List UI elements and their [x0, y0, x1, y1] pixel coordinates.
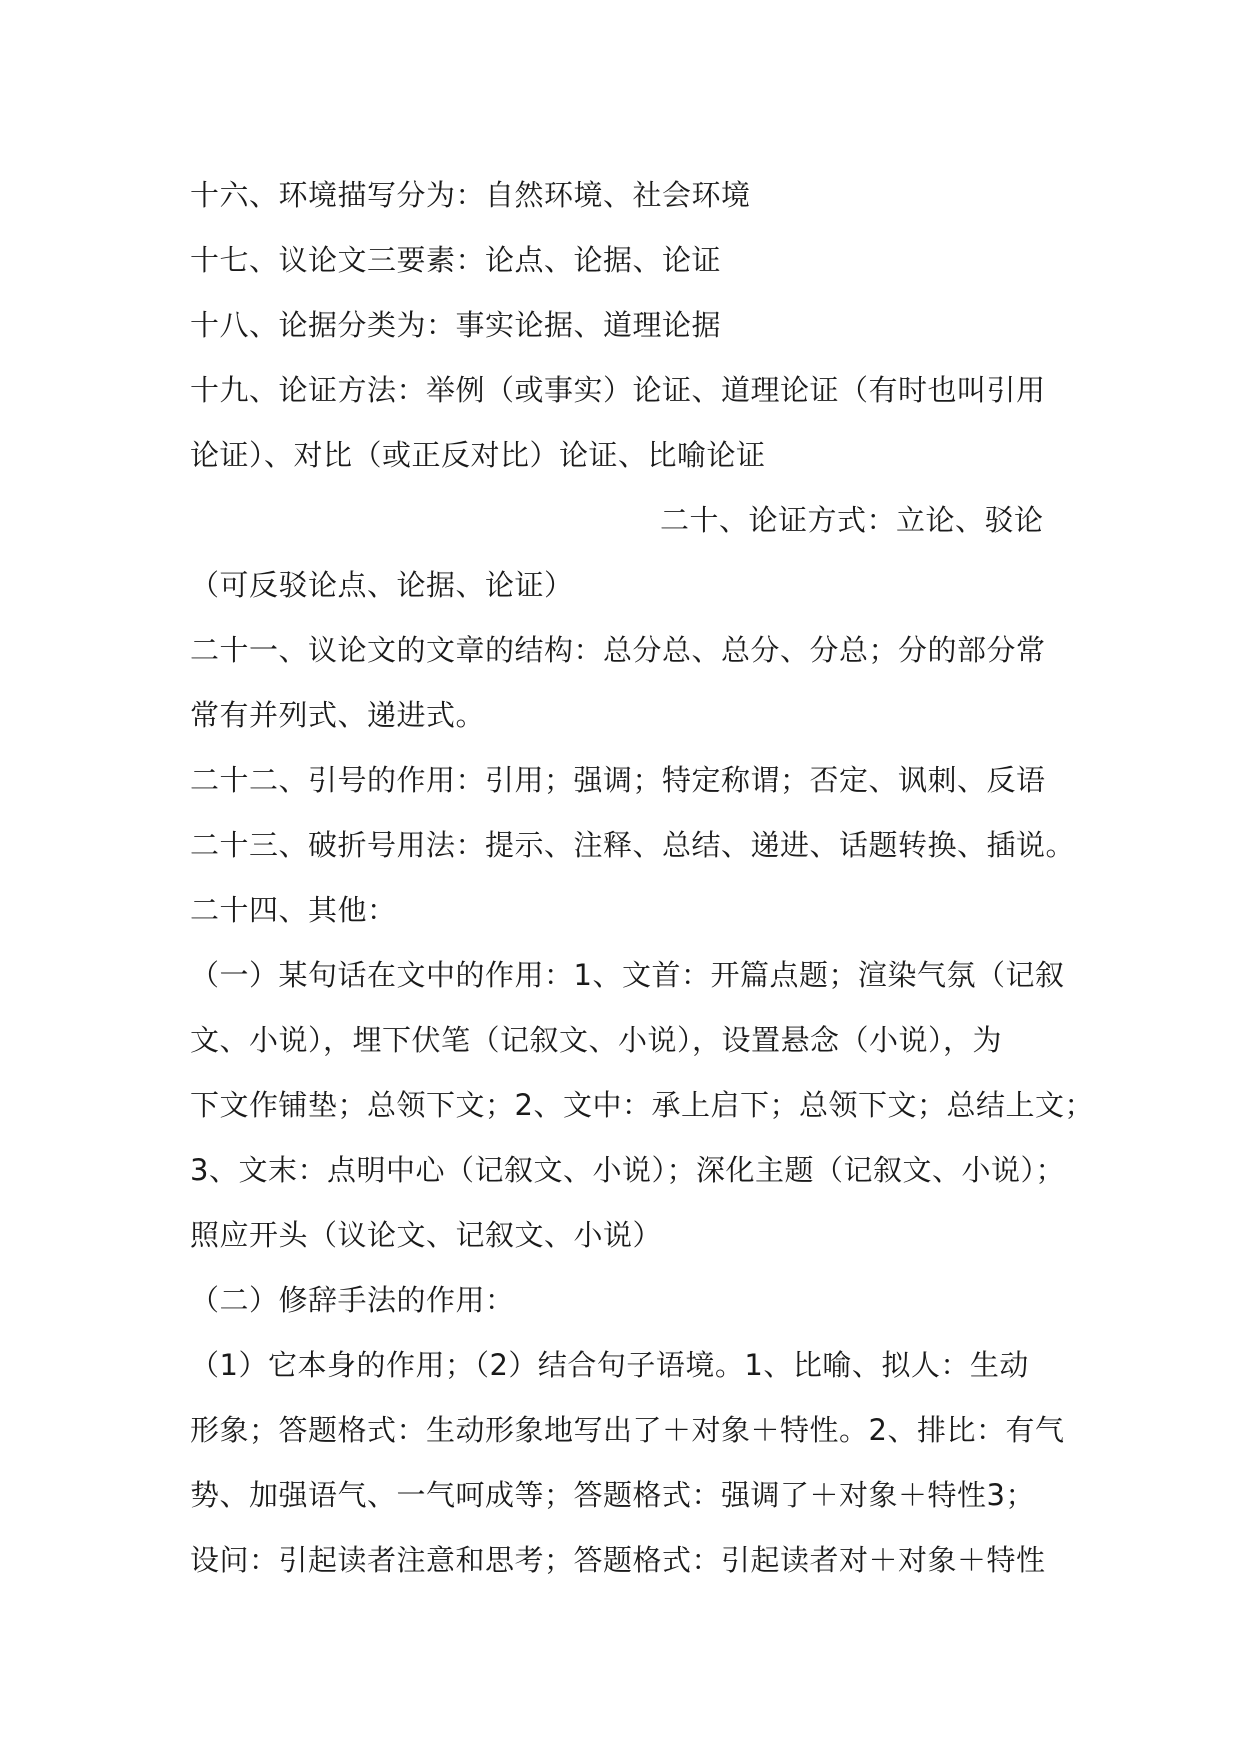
text-line-sentence-role-2: 文、小说），埋下伏笔（记叙文、小说），设置悬念（小说），为: [190, 1023, 1003, 1057]
text-line-19-continued: 论证）、对比（或正反对比）论证、比喻论证: [190, 438, 766, 472]
text-line-18-evidence-types: 十八、论据分类为：事实论据、道理论据: [190, 308, 722, 342]
text-line-rhetoric-heading: （二）修辞手法的作用：: [190, 1283, 515, 1317]
text-line-24-other: 二十四、其他：: [190, 893, 397, 927]
text-line-20-argument-modes: 二十、论证方式：立论、驳论: [660, 503, 1044, 537]
text-line-sentence-role-5: 照应开头（议论文、记叙文、小说）: [190, 1218, 663, 1252]
text-line-rhetoric-4: 设问：引起读者注意和思考；答题格式：引起读者对＋对象＋特性: [190, 1543, 1046, 1577]
text-line-20-note: （可反驳论点、论据、论证）: [190, 568, 574, 602]
text-line-21-continued: 常有并列式、递进式。: [190, 698, 486, 732]
text-line-sentence-role-4: 3、文末：点明中心（记叙文、小说）；深化主题（记叙文、小说）；: [190, 1153, 1065, 1187]
text-line-rhetoric-2: 形象；答题格式：生动形象地写出了＋对象＋特性。2、排比：有气: [190, 1413, 1065, 1447]
text-line-rhetoric-1: （1）它本身的作用；（2）结合句子语境。1、比喻、拟人：生动: [190, 1348, 1029, 1382]
text-line-17-argument-elements: 十七、议论文三要素：论点、论据、论证: [190, 243, 722, 277]
text-line-sentence-role: （一）某句话在文中的作用：1、文首：开篇点题；渲染气氛（记叙: [190, 958, 1065, 992]
text-line-sentence-role-3: 下文作铺垫；总领下文；2、文中：承上启下；总领下文；总结上文；: [190, 1088, 1094, 1122]
text-line-19-argument-methods: 十九、论证方法：举例（或事实）论证、道理论证（有时也叫引用: [190, 373, 1046, 407]
text-line-16-environment: 十六、环境描写分为：自然环境、社会环境: [190, 178, 751, 212]
text-line-rhetoric-3: 势、加强语气、一气呵成等；答题格式：强调了＋对象＋特性3；: [190, 1478, 1035, 1512]
text-line-23-dash-usage: 二十三、破折号用法：提示、注释、总结、递进、话题转换、插说。: [190, 828, 1076, 862]
text-line-22-quotation-marks: 二十二、引号的作用：引用；强调；特定称谓；否定、讽刺、反语: [190, 763, 1046, 797]
text-line-21-structure: 二十一、议论文的文章的结构：总分总、总分、分总；分的部分常: [190, 633, 1046, 667]
